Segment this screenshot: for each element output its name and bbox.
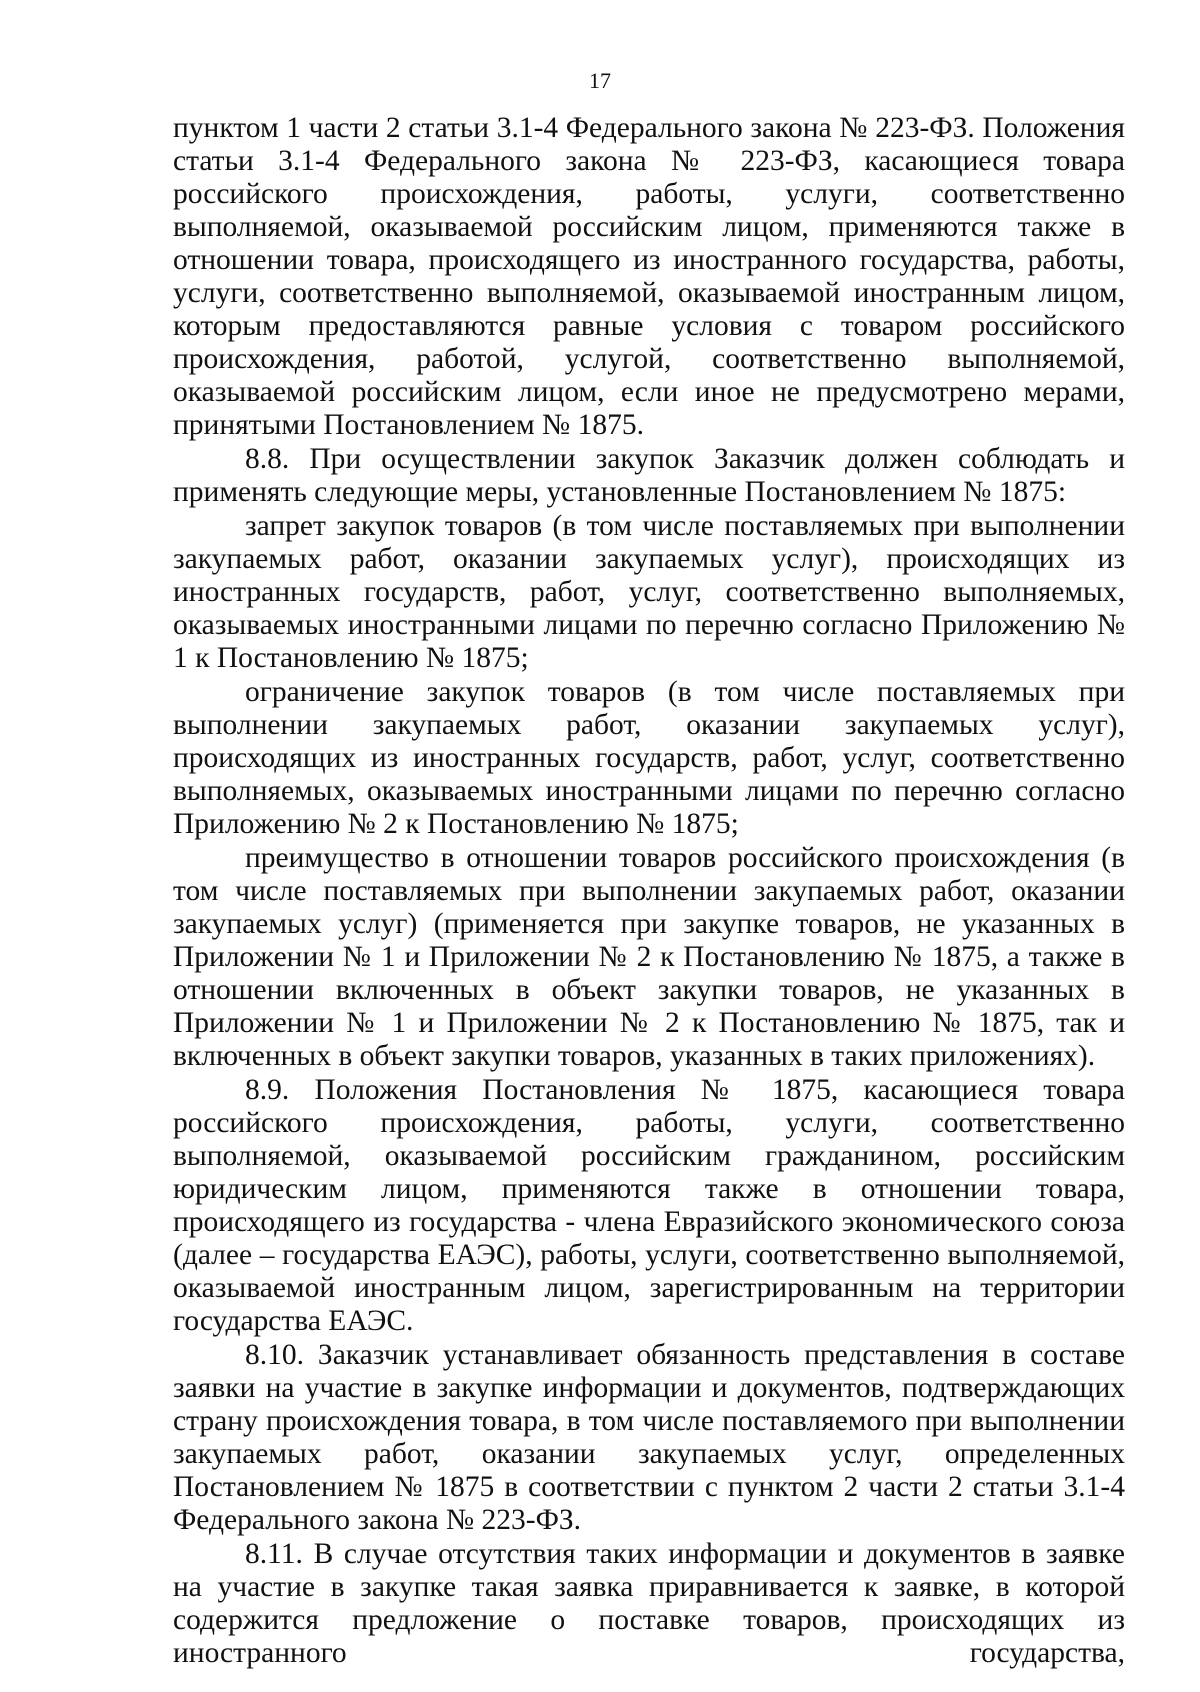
paragraph-restriction: ограничение закупок товаров (в том числе поставляемых при выполнении закупаемых работ, оказании закупаемых услуг), происходящих из иностранных государств, работ, услуг, соответственно выполняемых, оказываемых иностранными лицами по перечню согласно Приложению № 2 к Постановлению № 1875; [173,676,1125,840]
document-body [173,112,1125,1671]
page-number: 17 [589,68,611,93]
paragraph-8-10: 8.10. Заказчик устанавливает обязанность представления в составе заявки на участие в закупке информации и документов, подтверждающих страну происхождения товара, в том числе поставляемого при выполнении закупаемых работ, оказании закупаемых услуг, определенных Постановлением № 1875 в соответствии с пунктом 2 части 2 статьи 3.1-4 Федерального закона № 223-ФЗ. [173,1339,1125,1536]
paragraph-8-11: 8.11. В случае отсутствия таких информации и документов в заявке на участие в закупке такая заявка приравнивается к заявке, в которой содержится предложение о поставке товаров, происходящих из иностранного государства, [173,1538,1125,1669]
paragraph-prohibition: запрет закупок товаров (в том числе поставляемых при выполнении закупаемых работ, оказании закупаемых услуг), происходящих из иностранных государств, работ, услуг, соответственно выполняемых, оказываемых иностранными лицами по перечню согласно Приложению № 1 к Постановлению № 1875; [173,510,1125,674]
paragraph-8-9: 8.9. Положения Постановления № 1875, касающиеся товара российского происхождения, работы, услуги, соответственно выполняемой, оказываемой российским гражданином, российским юридическим лицом, применяются также в отношении товара, происходящего из государства - члена Евразийского экономического союза (далее – государства ЕАЭС), работы, услуги, соответственно выполняемой, оказываемой иностранным лицом, зарегистрированным на территории государства ЕАЭС. [173,1074,1125,1337]
paragraph-continuation: пунктом 1 части 2 статьи 3.1-4 Федерального закона № 223-ФЗ. Положения статьи 3.1-4 Федерального закона № 223-ФЗ, касающиеся товара российского происхождения, работы, услуги, соответственно выполняемой, оказываемой российским лицом, применяются также в отношении товара, происходящего из иностранного государства, работы, услуги, соответственно выполняемой, оказываемой иностранным лицом, которым предоставляются равные условия с товаром российского происхождения, работой, услугой, соответственно выполняемой, оказываемой российским лицом, если иное не предусмотрено мерами, принятыми Постановлением № 1875. [173,112,1125,441]
paragraph-8-8: 8.8. При осуществлении закупок Заказчик должен соблюдать и применять следующие меры, установленные Постановлением № 1875: [173,443,1125,508]
paragraph-preference: преимущество в отношении товаров российского происхождения (в том числе поставляемых при выполнении закупаемых работ, оказании закупаемых услуг) (применяется при закупке товаров, не указанных в Приложении № 1 и Приложении № 2 к Постановлению № 1875, а также в отношении включенных в объект закупки товаров, не указанных в Приложении № 1 и Приложении № 2 к Постановлению № 1875, так и включенных в объект закупки товаров, указанных в таких приложениях). [173,842,1125,1072]
